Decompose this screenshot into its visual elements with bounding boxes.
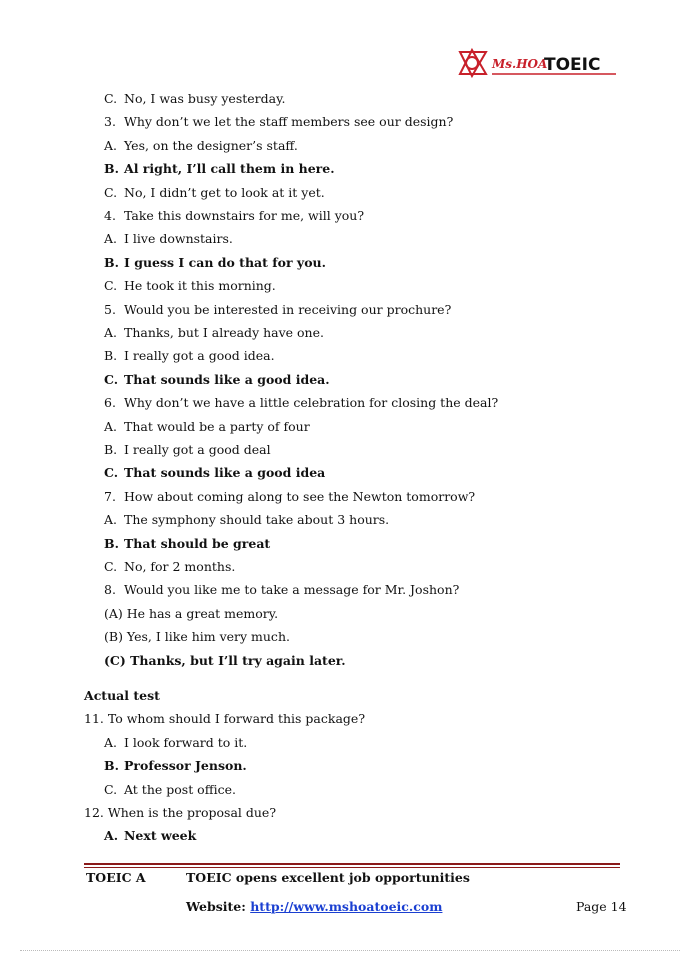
website-label: Website: bbox=[186, 899, 246, 914]
item-text: The symphony should take about 3 hours. bbox=[124, 512, 390, 528]
item-text: That sounds like a good idea bbox=[124, 465, 326, 481]
item-label: C. bbox=[104, 371, 119, 387]
item-label: C. bbox=[104, 781, 118, 797]
item-label: A. bbox=[104, 418, 118, 434]
item-label: C. bbox=[104, 559, 118, 574]
logo-brand-text: TOEIC bbox=[544, 55, 601, 75]
item-label: 5. bbox=[104, 301, 116, 317]
item-text: Yes, on the designer’s staff. bbox=[124, 137, 298, 153]
item-text: That would be a party of four bbox=[124, 418, 310, 434]
item-text: Why don’t we have a little celebration for closing the deal? bbox=[124, 395, 499, 411]
item-text: Professor Jenson. bbox=[124, 758, 247, 774]
item-label: 4. bbox=[104, 208, 116, 223]
item-label: B. bbox=[104, 161, 119, 177]
footer-left-text: TOEIC A bbox=[86, 870, 146, 885]
item-text: How about coming along to see the Newton tomorrow? bbox=[124, 488, 476, 504]
item-label: A. bbox=[104, 512, 118, 528]
item-label: A. bbox=[104, 231, 118, 247]
item-label: 8. bbox=[104, 582, 116, 598]
item-label: 6. bbox=[104, 395, 116, 411]
item-text: Take this downstairs for me, will you? bbox=[124, 208, 365, 223]
item-text: (C) Thanks, but I’ll try again later. bbox=[104, 652, 346, 668]
item-text: Would you be interested in receiving our prochure? bbox=[124, 301, 452, 317]
logo-emblem-icon bbox=[458, 44, 620, 80]
brand-logo bbox=[458, 44, 620, 80]
footer-divider-thin bbox=[84, 867, 620, 868]
item-text: I really got a good deal bbox=[124, 442, 271, 457]
item-text: He took it this morning. bbox=[124, 278, 276, 294]
item-text: 12. When is the proposal due? bbox=[84, 805, 277, 820]
item-label: 7. bbox=[104, 488, 116, 504]
item-label: A. bbox=[104, 828, 119, 844]
item-text: (B) Yes, I like him very much. bbox=[104, 629, 290, 645]
item-label: B. bbox=[104, 348, 118, 364]
item-text: I guess I can do that for you. bbox=[124, 254, 326, 270]
item-label: 3. bbox=[104, 114, 116, 130]
item-text: Would you like me to take a message for Mr. Joshon? bbox=[124, 582, 460, 598]
item-text: No, for 2 months. bbox=[124, 559, 236, 574]
item-label: A. bbox=[104, 137, 118, 153]
page-number: Page 14 bbox=[576, 899, 627, 914]
logo-prefix-text: Ms.HOA bbox=[492, 57, 548, 71]
page-edge-dots bbox=[20, 950, 680, 951]
item-label: B. bbox=[104, 442, 118, 457]
footer-divider bbox=[84, 863, 620, 865]
item-label: C. bbox=[104, 278, 118, 294]
item-label: B. bbox=[104, 254, 119, 270]
item-text: (A) He has a great memory. bbox=[104, 605, 279, 621]
footer-tagline: TOEIC opens excellent job opportunities bbox=[186, 870, 470, 885]
section-heading-text: Actual test bbox=[84, 688, 160, 703]
item-text: Thanks, but I already have one. bbox=[124, 325, 324, 340]
website-link[interactable]: http://www.mshoatoeic.com bbox=[250, 899, 443, 914]
item-text: That should be great bbox=[124, 535, 271, 551]
item-label: B. bbox=[104, 535, 119, 551]
item-text: At the post office. bbox=[124, 781, 236, 797]
item-text: Why don’t we let the staff members see our design? bbox=[124, 114, 454, 130]
item-text: No, I was busy yesterday. bbox=[124, 91, 286, 106]
item-label: A. bbox=[104, 325, 118, 340]
item-text: No, I didn’t get to look at it yet. bbox=[124, 184, 325, 200]
item-label: C. bbox=[104, 184, 118, 200]
item-text: Next week bbox=[124, 828, 197, 844]
item-label: A. bbox=[104, 734, 118, 750]
item-label: B. bbox=[104, 758, 119, 774]
item-text: That sounds like a good idea. bbox=[124, 371, 330, 387]
footer-website bbox=[186, 898, 442, 916]
item-text: I live downstairs. bbox=[124, 231, 233, 247]
item-label: C. bbox=[104, 91, 118, 106]
item-text: I really got a good idea. bbox=[124, 348, 275, 364]
item-text: I look forward to it. bbox=[124, 734, 248, 750]
item-text: 11. To whom should I forward this package? bbox=[84, 711, 366, 727]
item-text: Al right, I’ll call them in here. bbox=[124, 161, 335, 177]
item-label: C. bbox=[104, 465, 119, 481]
